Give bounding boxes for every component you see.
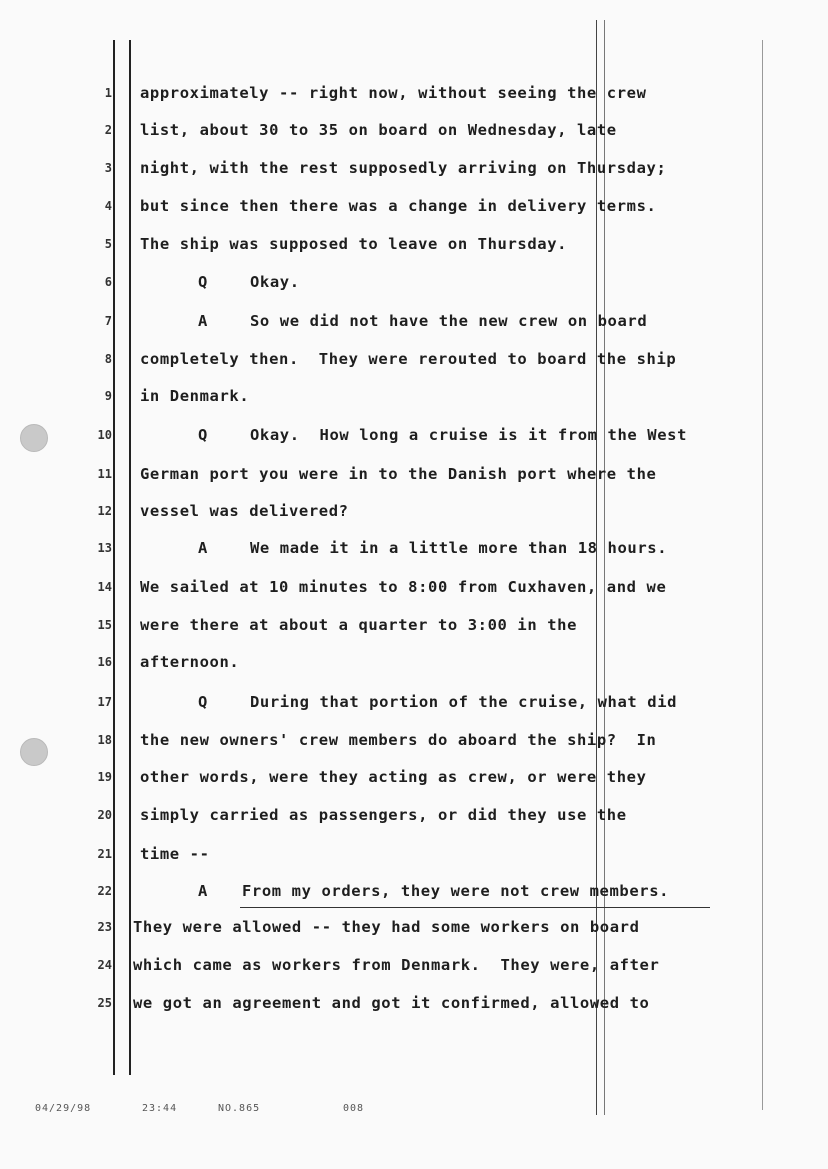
fax-page: 008 [343,1103,365,1114]
transcript-line: afternoon. [140,653,240,671]
transcript-line: From my orders, they were not crew members. [242,882,670,900]
line-number: 18 [97,733,112,747]
transcript-line: vessel was delivered? [140,502,349,520]
line-number: 25 [97,996,112,1010]
transcript-line: other words, were they acting as crew, or were they [140,768,647,786]
transcript-line: in Denmark. [140,387,250,405]
speaker-label: Q [198,693,208,711]
line-number: 22 [97,884,112,898]
line-number: 16 [97,655,112,669]
transcript-line: night, with the rest supposedly arriving on Thursday; [140,159,667,177]
transcript-line: During that portion of the cruise, what did [250,693,678,711]
line-number: 12 [97,504,112,518]
speaker-label: Q [198,426,208,444]
line-number: 21 [97,847,112,861]
line-number: 14 [97,580,112,594]
line-number: 3 [104,161,112,175]
punch-hole [20,738,48,766]
transcript-line: We made it in a little more than 18 hours. [250,539,668,557]
speaker-label: Q [198,273,208,291]
speaker-label: A [198,882,208,900]
line-number: 5 [104,237,112,251]
transcript-line: simply carried as passengers, or did they use the [140,806,627,824]
transcript-line: We sailed at 10 minutes to 8:00 from Cuxhaven, and we [140,578,667,596]
transcript-line: which came as workers from Denmark. They were, after [133,956,660,974]
handwritten-underline [240,907,710,908]
transcript-line: list, about 30 to 35 on board on Wednesday, late [140,121,617,139]
transcript-line: time -- [140,845,210,863]
transcript-line: we got an agreement and got it confirmed, allowed to [133,994,650,1012]
line-number: 15 [97,618,112,632]
transcript-line: Okay. [250,273,300,291]
line-number: 23 [97,920,112,934]
line-number: 7 [104,314,112,328]
scan-streak [762,40,763,1110]
transcript-line: Okay. How long a cruise is it from the West [250,426,687,444]
transcript-line: but since then there was a change in delivery terms. [140,197,657,215]
line-number: 2 [104,123,112,137]
left-margin-rule-inner [129,40,131,1075]
fax-number: NO.865 [218,1103,261,1114]
line-number: 9 [104,389,112,403]
punch-hole [20,424,48,452]
scan-streak [596,20,597,1115]
line-number: 13 [97,541,112,555]
speaker-label: A [198,539,208,557]
line-number: 1 [104,86,112,100]
scan-streak [604,20,605,1115]
line-number: 6 [104,275,112,289]
transcript-line: German port you were in to the Danish port where the [140,465,657,483]
left-margin-rule-outer [113,40,115,1075]
line-number: 17 [97,695,112,709]
line-number: 4 [104,199,112,213]
line-number: 24 [97,958,112,972]
transcript-line: were there at about a quarter to 3:00 in the [140,616,577,634]
transcript-line: approximately -- right now, without seeing the crew [140,84,647,102]
transcript-line: So we did not have the new crew on board [250,312,648,330]
line-number: 11 [97,467,112,481]
line-number: 10 [97,428,112,442]
fax-date: 04/29/98 [35,1103,92,1114]
transcript-line: They were allowed -- they had some workers on board [133,918,640,936]
transcript-line: the new owners' crew members do aboard the ship? In [140,731,657,749]
line-number: 19 [97,770,112,784]
line-number: 20 [97,808,112,822]
speaker-label: A [198,312,208,330]
transcript-line: The ship was supposed to leave on Thursday. [140,235,568,253]
line-number: 8 [104,352,112,366]
transcript-line: completely then. They were rerouted to board the ship [140,350,677,368]
fax-time: 23:44 [142,1103,178,1114]
